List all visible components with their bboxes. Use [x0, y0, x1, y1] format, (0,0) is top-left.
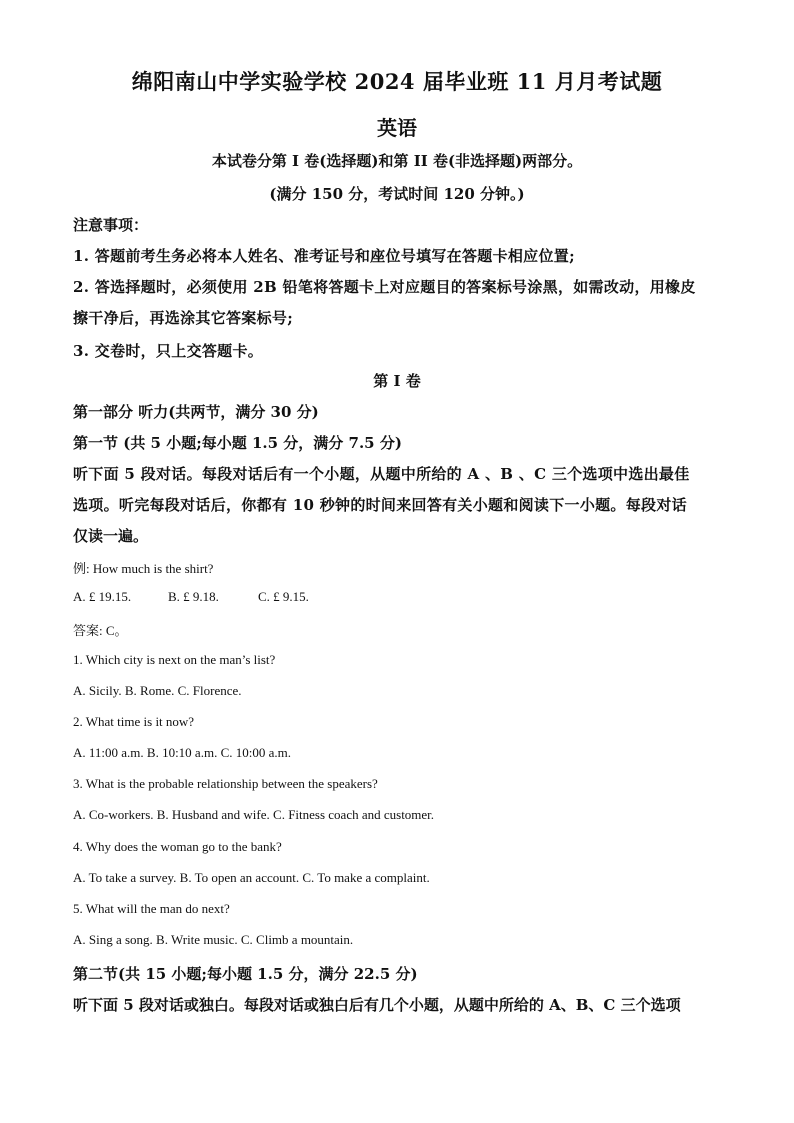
section1-instructions-line-1: 听下面 5 段对话。每段对话后有一个小题，从题中所给的 A 、B 、C 三个选项中选出最佳 — [73, 465, 690, 483]
section1-heading: 第一节 (共 5 小题;每小题 1.5 分，满分 7.5 分) — [73, 434, 402, 452]
notes-heading: 注意事项： — [73, 216, 149, 234]
question-2: 2. What time is it now? — [73, 714, 195, 729]
example-option-a: A. £ 19.15. — [73, 589, 132, 604]
question-5: 5. What will the man do next? — [73, 901, 230, 916]
question-2-options: A. 11:00 a.m. B. 10:10 a.m. C. 10:00 a.m. — [73, 745, 291, 760]
example-question: 例: How much is the shirt? — [73, 561, 214, 576]
example-option-b: B. £ 9.18. — [168, 589, 219, 604]
section2-heading: 第二节(共 15 小题;每小题 1.5 分，满分 22.5 分) — [73, 965, 418, 983]
score-time: (满分 150 分，考试时间 120 分钟。) — [269, 185, 525, 203]
volume-title: 第 I 卷 — [373, 372, 421, 390]
question-4: 4. Why does the woman go to the bank? — [73, 839, 282, 854]
paper-composition: 本试卷分第 I 卷(选择题)和第 II 卷(非选择题)两部分。 — [211, 152, 583, 170]
subject-title: 英语 — [377, 116, 417, 140]
question-3-options: A. Co-workers. B. Husband and wife. C. Fitness coach and customer. — [73, 807, 435, 822]
note-item-3: 3. 交卷时，只上交答题卡。 — [73, 342, 264, 360]
section1-instructions-line-3: 仅读一遍。 — [73, 527, 149, 545]
note-item-1: 1. 答题前考生务必将本人姓名、准考证号和座位号填写在答题卡相应位置; — [73, 247, 575, 265]
question-1: 1. Which city is next on the man’s list? — [73, 652, 276, 667]
example-answer: 答案: C。 — [73, 623, 128, 638]
exam-title: 绵阳南山中学实验学校 2024 届毕业班 11 月月考试题 — [131, 69, 663, 94]
question-1-options: A. Sicily. B. Rome. C. Florence. — [73, 683, 242, 698]
section1-instructions-line-2: 选项。听完每段对话后，你都有 10 秒钟的时间来回答有关小题和阅读下一小题。每段对话 — [73, 496, 687, 514]
section2-instructions-line-1: 听下面 5 段对话或独白。每段对话或独白后有几个小题，从题中所给的 A、B、C 三个选项 — [73, 996, 681, 1014]
question-3: 3. What is the probable relationship between the speakers? — [73, 776, 378, 791]
part1-heading: 第一部分 听力(共两节，满分 30 分) — [73, 403, 319, 421]
example-options — [73, 589, 723, 605]
question-4-options: A. To take a survey. B. To open an account. C. To make a complaint. — [73, 870, 430, 885]
note-item-2-line-2: 擦干净后，再选涂其它答案标号; — [73, 309, 294, 327]
question-5-options: A. Sing a song. B. Write music. C. Climb a mountain. — [73, 932, 354, 947]
example-option-c: C. £ 9.15. — [258, 589, 309, 604]
note-item-2-line-1: 2. 答选择题时，必须使用 2B 铅笔将答题卡上对应题目的答案标号涂黑，如需改动，用橡皮 — [73, 278, 696, 296]
